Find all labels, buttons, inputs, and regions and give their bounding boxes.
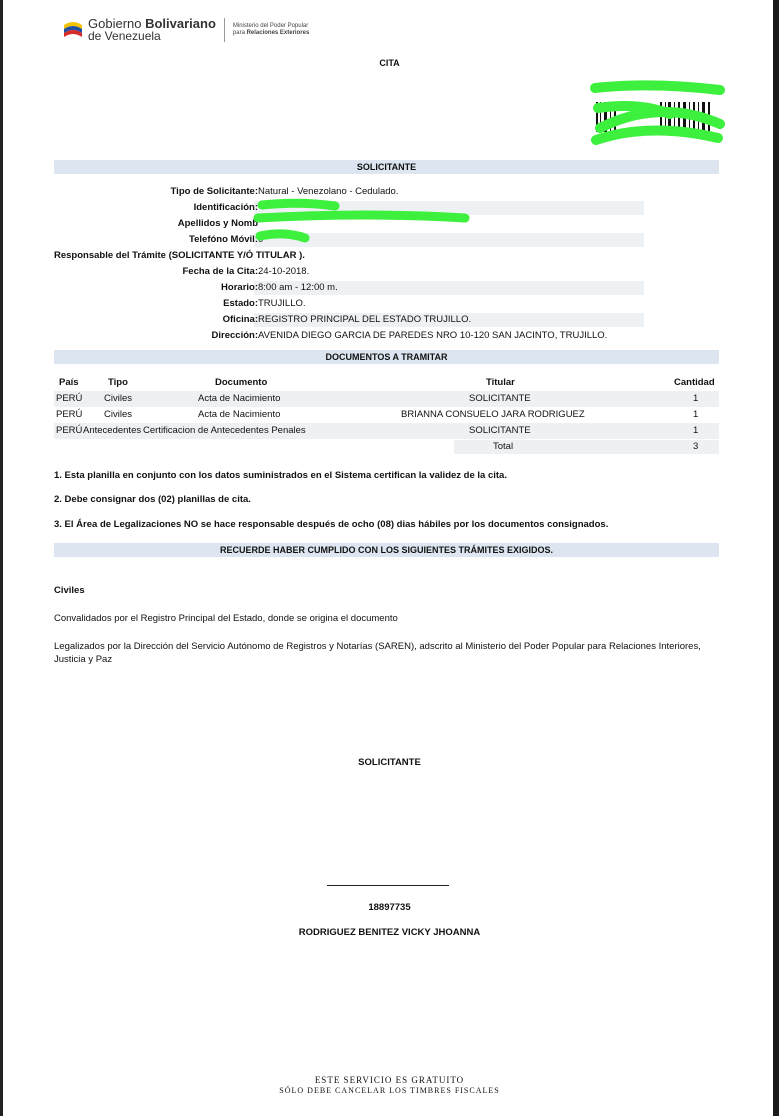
- info-label: Telefóno Móvil:: [189, 234, 258, 245]
- signature-name: RODRIGUEZ BENITEZ VICKY JHOANNA: [298, 927, 481, 938]
- info-label: Estado:: [223, 298, 258, 309]
- cell-titular: SOLICITANTE: [469, 393, 531, 404]
- footer-line-2: SÓLO DEBE CANCELAR LOS TIMBRES FISCALES: [279, 1086, 500, 1095]
- cell-tipo: Antecedentes: [83, 425, 142, 436]
- col-header-cantidad: Cantidad: [674, 377, 715, 388]
- info-label: Fecha de la Cita:: [182, 266, 258, 277]
- info-value: Natural - Venezolano - Cedulado.: [258, 186, 399, 197]
- venezuela-flag-icon: [62, 19, 84, 41]
- info-label: Horario:: [221, 282, 258, 293]
- info-label: Tipo de Solicitante:: [170, 186, 258, 197]
- solicitante-band: SOLICITANTE: [54, 160, 719, 174]
- info-value: REGISTRO PRINCIPAL DEL ESTADO TRUJILLO.: [258, 314, 472, 325]
- info-label: Responsable del Trámite (SOLICITANTE Y/Ó TITULAR ).: [54, 250, 305, 261]
- gov-line1-bold: Bolivariano: [145, 16, 216, 31]
- ministry-line2: para: [232, 30, 247, 36]
- info-row-fecha: [54, 264, 719, 280]
- cell-documento: Certificacion de Antecedentes Penales: [143, 425, 306, 436]
- right-border: [773, 0, 779, 1116]
- ministry-name: [233, 23, 309, 37]
- total-value: 3: [693, 441, 699, 452]
- col-header-documento: Documento: [215, 377, 268, 388]
- info-value: 0: [258, 234, 264, 245]
- signature-id-number: 18897735: [368, 902, 411, 913]
- ministry-line1: Ministerio del Poder Popular: [232, 23, 309, 29]
- col-header-tipo: Tipo: [108, 377, 128, 388]
- table-total-row: [54, 439, 719, 455]
- total-label: Total: [493, 441, 514, 452]
- cell-titular: BRIANNA CONSUELO JARA RODRIGUEZ: [401, 409, 585, 420]
- government-name: [88, 18, 216, 42]
- note-3: 3. El Área de Legalizaciones NO se hace responsable después de ocho (08) dias hábiles por los documentos consignados.: [54, 519, 609, 530]
- col-header-pais: País: [59, 377, 79, 388]
- signature-title: SOLICITANTE: [358, 757, 421, 768]
- cell-pais: PERÚ: [56, 409, 83, 420]
- logo-divider: [224, 18, 225, 42]
- cell-cantidad: 1: [693, 393, 699, 404]
- government-logo: [62, 18, 309, 42]
- cell-titular: SOLICITANTE: [469, 425, 531, 436]
- left-border: [0, 0, 3, 1116]
- cell-documento: Acta de Nacimiento: [198, 409, 281, 420]
- info-row-oficina: [54, 312, 719, 328]
- note-1: 1. Esta planilla en conjunto con los datos suministrados en el Sistema certifican la validez de la cita.: [54, 470, 507, 481]
- requirement-item: Convalidados por el Registro Principal del Estado, donde se origina el documento: [54, 613, 398, 624]
- info-row-horario: [54, 280, 719, 296]
- col-header-titular: Titular: [486, 377, 515, 388]
- cell-cantidad: 1: [693, 425, 699, 436]
- info-row-direccion: [54, 328, 719, 344]
- signature-line: [327, 885, 449, 886]
- documentos-band: DOCUMENTOS A TRAMITAR: [54, 350, 719, 364]
- footer-line-1: ESTE SERVICIO ES GRATUITO: [314, 1075, 465, 1085]
- cell-tipo: Civiles: [104, 393, 132, 404]
- info-label: Identificación:: [193, 202, 258, 213]
- table-row: [54, 407, 719, 423]
- table-header-row: [54, 375, 719, 391]
- cell-documento: Acta de Nacimiento: [198, 393, 281, 404]
- info-value: AVENIDA DIEGO GARCIA DE PAREDES NRO 10-120 SAN JACINTO, TRUJILLO.: [258, 330, 608, 341]
- info-row-responsable: [54, 248, 719, 264]
- info-value: 24-10-2018.: [258, 266, 310, 277]
- requirements-heading: Civiles: [54, 585, 85, 596]
- table-row: [54, 391, 719, 407]
- table-row: [54, 423, 719, 439]
- info-value: TRUJILLO.: [258, 298, 306, 309]
- requirement-item: Legalizados por la Dirección del Servicio Autónomo de Registros y Notarías (SAREN), adscrito al Ministerio del Poder Popular para Relaciones Interiores, Justicia y Paz: [54, 641, 701, 665]
- gov-line2: de Venezuela: [88, 29, 161, 43]
- info-label: Oficina:: [222, 314, 258, 325]
- info-value: 8:00 am - 12:00 m.: [258, 282, 338, 293]
- info-label: Dirección:: [211, 330, 258, 341]
- document-title: CITA: [379, 58, 400, 68]
- recuerde-band: RECUERDE HABER CUMPLIDO CON LOS SIGUIENTES TRÁMITES EXIGIDOS.: [54, 543, 719, 557]
- cell-tipo: Civiles: [104, 409, 132, 420]
- info-label: Apellidos y Nomb: [177, 218, 258, 229]
- redacted-barcode-icon: [590, 80, 725, 150]
- gov-line1: Gobierno: [88, 16, 146, 31]
- cell-cantidad: 1: [693, 409, 699, 420]
- cell-pais: PERÚ: [56, 425, 83, 436]
- info-row-estado: [54, 296, 719, 312]
- cell-pais: PERÚ: [56, 393, 83, 404]
- ministry-line2-bold: Relaciones Exteriores: [246, 30, 310, 36]
- redaction-mark: [250, 196, 480, 248]
- note-2: 2. Debe consignar dos (02) planillas de cita.: [54, 494, 251, 505]
